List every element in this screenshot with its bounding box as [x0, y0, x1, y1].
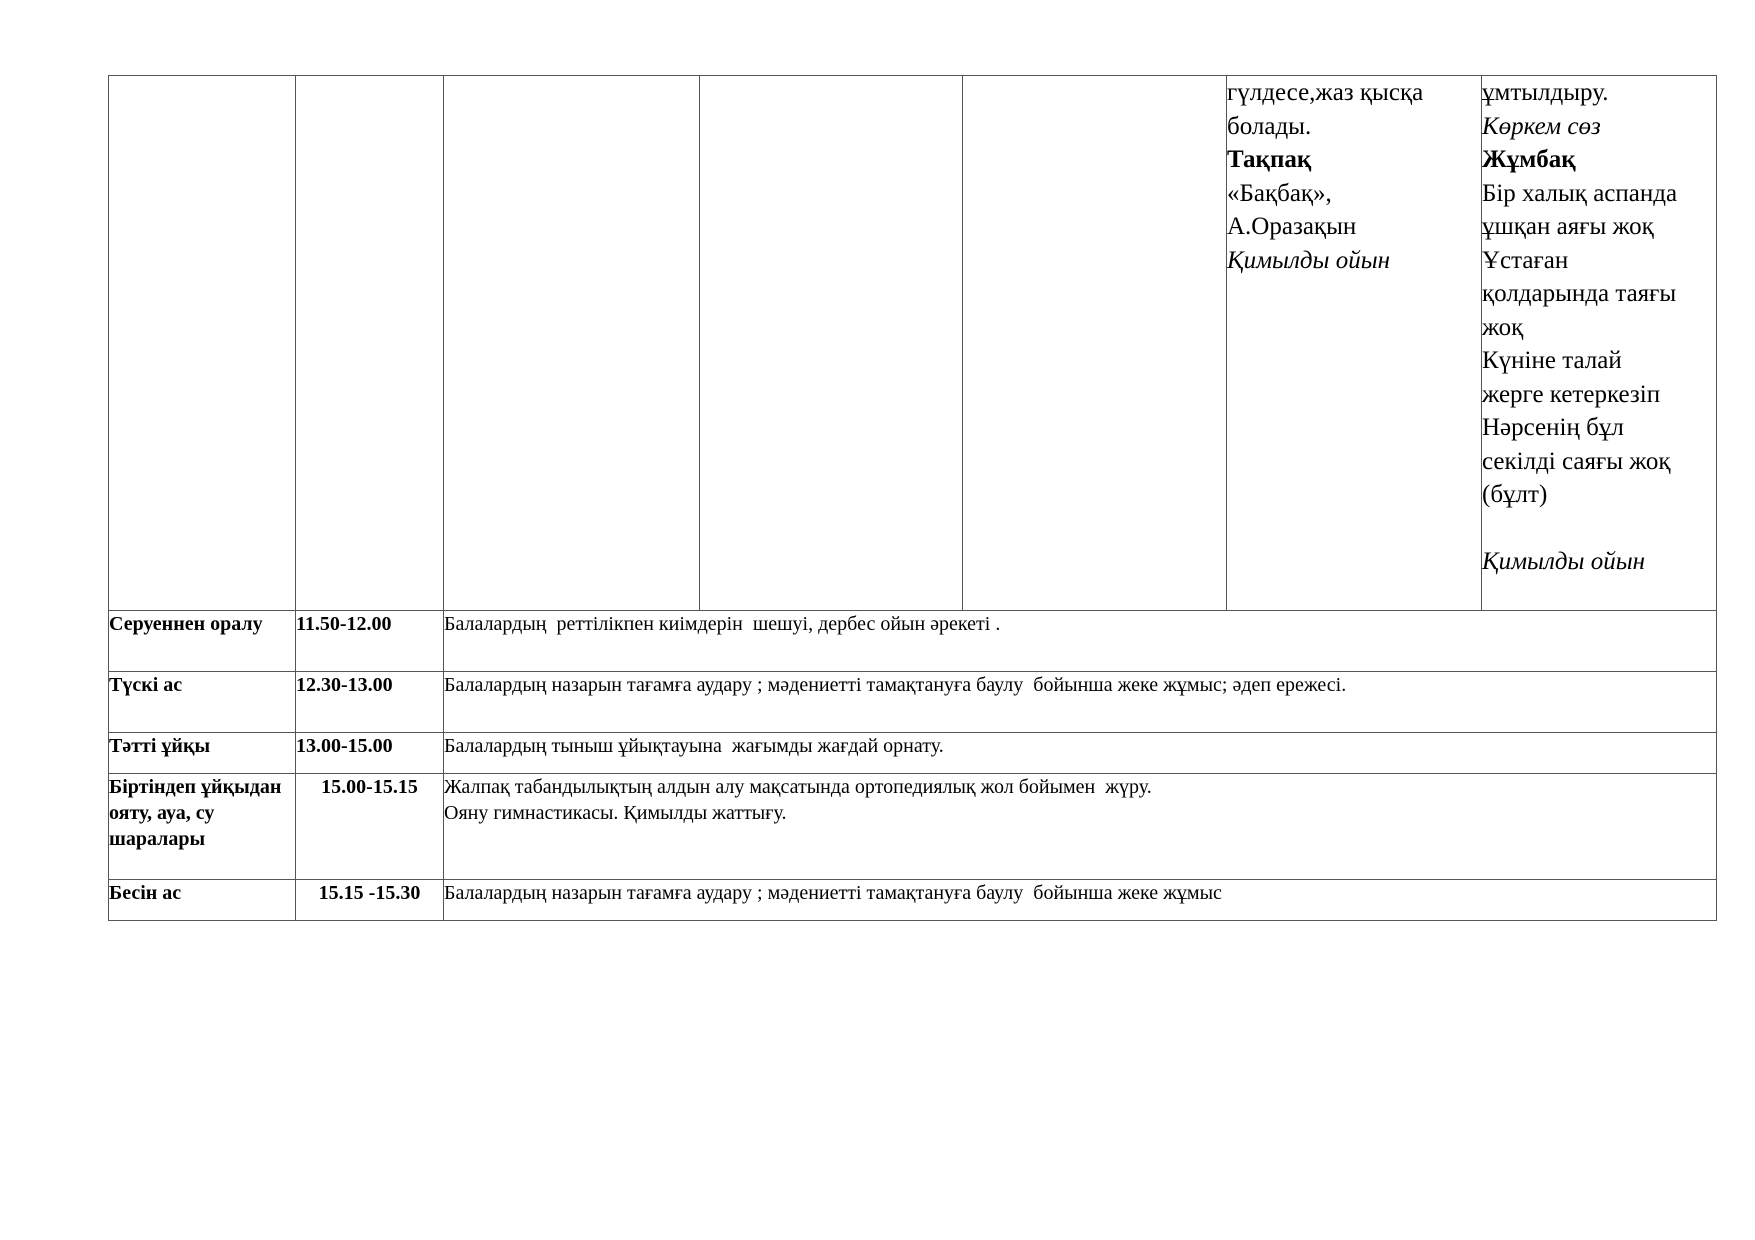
description-line: Балалардың реттілікпен киімдерін шешуі, дербес ойын әрекеті .: [444, 613, 1001, 635]
text-line: «Бақбақ»,: [1227, 179, 1332, 207]
schedule-row: [109, 880, 1717, 921]
text-line: Қимылды ойын: [1482, 547, 1646, 575]
empty-cell: [444, 76, 700, 611]
description-line: Балалардың назарын тағамға аудару ; мәдениетті тамақтануға баулу бойынша жеке жұмыс: [444, 882, 1222, 904]
schedule-row: [109, 611, 1717, 672]
description-line: Балалардың назарын тағамға аудару ; мәдениетті тамақтануға баулу бойынша жеке жұмыс; әдеп ережесі.: [444, 674, 1347, 696]
text-line: Күніне талай: [1482, 347, 1622, 374]
text-line: қолдарында таяғы: [1482, 280, 1677, 307]
description-line: Балалардың тыныш ұйықтауына жағымды жағдай орнату.: [444, 735, 944, 757]
text-line: Бір халық аспанда: [1482, 179, 1678, 207]
empty-cell: [700, 76, 963, 611]
routine-name: Серуеннен оралу: [109, 611, 296, 672]
routine-description: [444, 611, 1717, 672]
routine-time: 15.15 -15.30: [296, 880, 444, 921]
text-line: Тақпақ: [1227, 146, 1312, 173]
routine-description: [444, 880, 1717, 921]
routine-description: [444, 733, 1717, 774]
description-line: Ояну гимнастикасы. Қимылды жаттығу.: [444, 802, 787, 824]
text-line: Қимылды ойын: [1227, 246, 1391, 274]
routine-time: 12.30-13.00: [296, 672, 444, 733]
schedule-row: [109, 774, 1717, 880]
activity-text-cell: [1227, 76, 1482, 611]
routine-description: [444, 774, 1717, 880]
schedule-row: [109, 733, 1717, 774]
routine-name: Біртіндеп ұйқыдан ояту, ауа, су шаралары: [109, 774, 296, 880]
routine-name: Тәтті ұйқы: [109, 733, 296, 774]
routine-name: Түскі ас: [109, 672, 296, 733]
text-line: секілді саяғы жоқ: [1482, 447, 1671, 475]
text-line: болады.: [1227, 112, 1312, 140]
text-line: (бұлт): [1482, 481, 1548, 508]
text-line: [1482, 512, 1716, 545]
description-line: Жалпақ табандылықтың алдын алу мақсатында ортопедиялық жол бойымен жүру.: [444, 776, 1152, 798]
activity-text-cell: [1482, 76, 1717, 611]
text-line: ұшқан аяғы жоқ: [1482, 213, 1654, 240]
routine-time: 13.00-15.00: [296, 733, 444, 774]
text-line: Нәрсенің бұл: [1482, 414, 1624, 441]
empty-cell: [296, 76, 444, 611]
empty-cell: [109, 76, 296, 611]
routine-description: [444, 672, 1717, 733]
text-line: Ұстаған: [1482, 246, 1569, 274]
text-line: ұмтылдыру.: [1482, 79, 1609, 106]
routine-name: Бесін ас: [109, 880, 296, 921]
text-line: Жұмбақ: [1482, 146, 1576, 173]
schedule-row: [109, 672, 1717, 733]
text-line: жоқ: [1482, 313, 1524, 341]
text-line: А.Оразақын: [1227, 213, 1357, 240]
routine-time: 15.00-15.15: [296, 774, 444, 880]
text-line: жерге кетеркезіп: [1482, 380, 1661, 408]
text-line: гүлдесе,жаз қысқа: [1227, 79, 1424, 106]
text-line: Көркем сөз: [1482, 112, 1601, 140]
routine-time: 11.50-12.00: [296, 611, 444, 672]
empty-cell: [963, 76, 1227, 611]
activity-detail-row: [109, 76, 1717, 611]
schedule-table: [108, 75, 1717, 921]
